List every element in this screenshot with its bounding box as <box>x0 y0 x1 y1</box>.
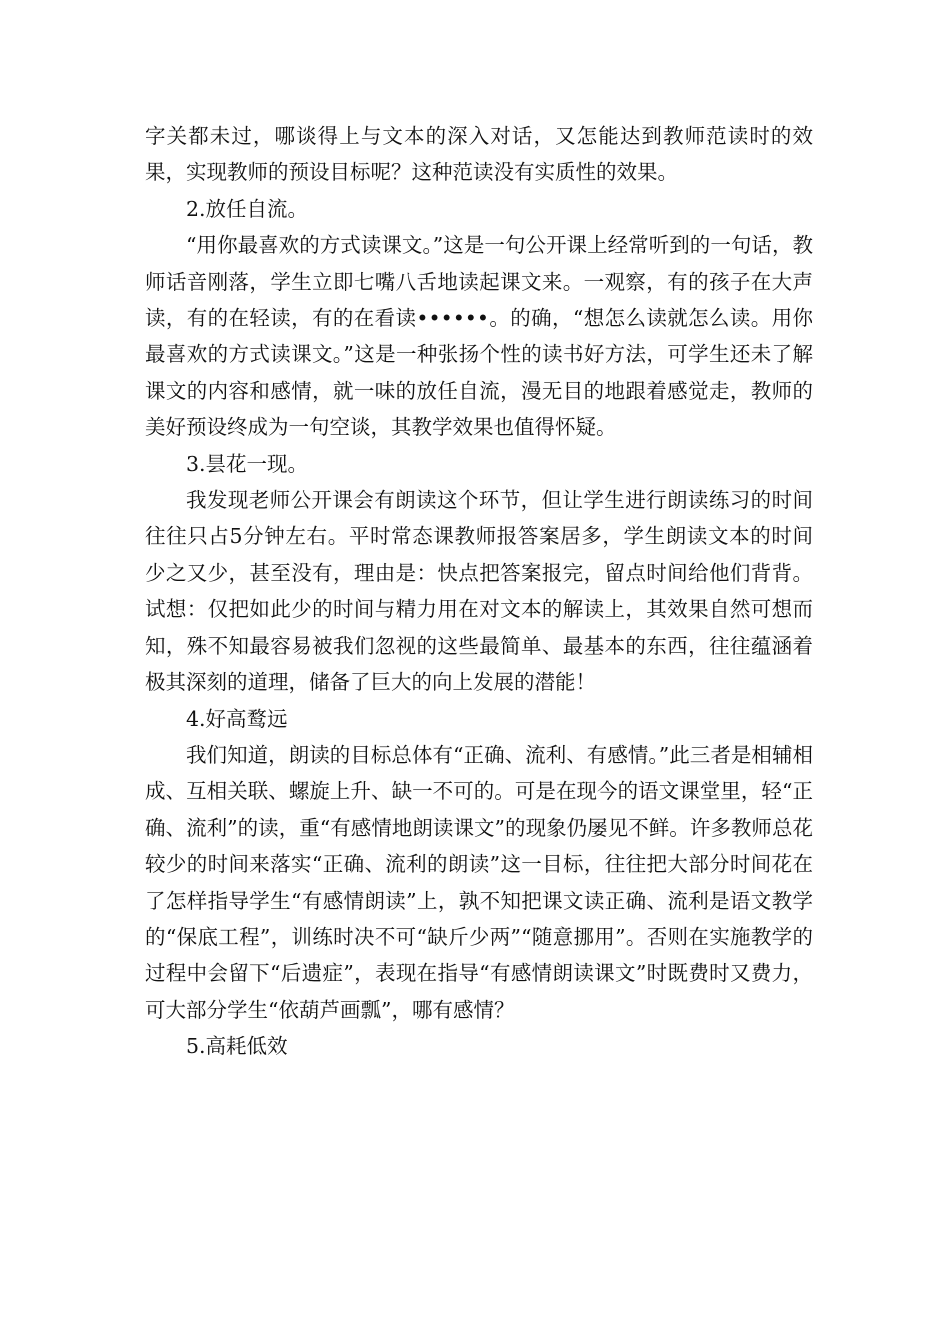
section-heading-4: 4.好高鹜远 <box>186 706 288 731</box>
paragraph-section-2: “用你最喜欢的方式读课文。”这是一句公开课上经常听到的一句话，教师话音刚落，学生立即七嘴八舌地读起课文来。一观察，有的孩子在大声读，有的在轻读，有的在看读••••••。的确，“想怎么读就怎么读。用你最喜欢的方式读课文。”这是一种张扬个性的读书好方法，可学生还未了解课文的内容和感情，就一味的放任自流，漫无目的地跟着感觉走，教师的美好预设终成为一句空谈，其教学效果也值得怀疑。 <box>145 233 813 440</box>
document-body <box>145 118 813 1065</box>
paragraph-section-4: 我们知道，朗读的目标总体有“正确、流利、有感情。”此三者是相辅相成、互相关联、螺旋上升、缺一不可的。可是在现今的语文课堂里，轻“正确、流利”的读，重“有感情地朗读课文”的现象仍屡见不鲜。许多教师总花较少的时间来落实“正确、流利的朗读”这一目标，往往把大部分时间花在了怎样指导学生“有感情朗读”上，孰不知把课文读正确、流利是语文教学的“保底工程”，训练时决不可“缺斤少两”“随意挪用”。否则在实施教学的过程中会留下“后遗症”，表现在指导“有感情朗读课文”时既费时又费力，可大部分学生“依葫芦画瓢”，哪有感情？ <box>145 742 813 1022</box>
paragraph-continuation: 字关都未过，哪谈得上与文本的深入对话，又怎能达到教师范读时的效果，实现教师的预设目标呢？这种范读没有实质性的效果。 <box>145 124 813 185</box>
section-heading-3: 3.昙花一现。 <box>186 451 309 476</box>
paragraph-section-3: 我发现老师公开课会有朗读这个环节，但让学生进行朗读练习的时间往往只占5分钟左右。平时常态课教师报答案居多，学生朗读文本的时间少之又少，甚至没有，理由是：快点把答案报完，留点时间给他们背背。试想：仅把如此少的时间与精力用在对文本的解读上，其效果自然可想而知，殊不知最容易被我们忽视的这些最简单、最基本的东西，往往蕴涵着极其深刻的道理，储备了巨大的向上发展的潜能！ <box>145 488 813 695</box>
section-heading-5: 5.高耗低效 <box>186 1034 288 1059</box>
section-heading-2: 2.放任自流。 <box>186 196 309 221</box>
